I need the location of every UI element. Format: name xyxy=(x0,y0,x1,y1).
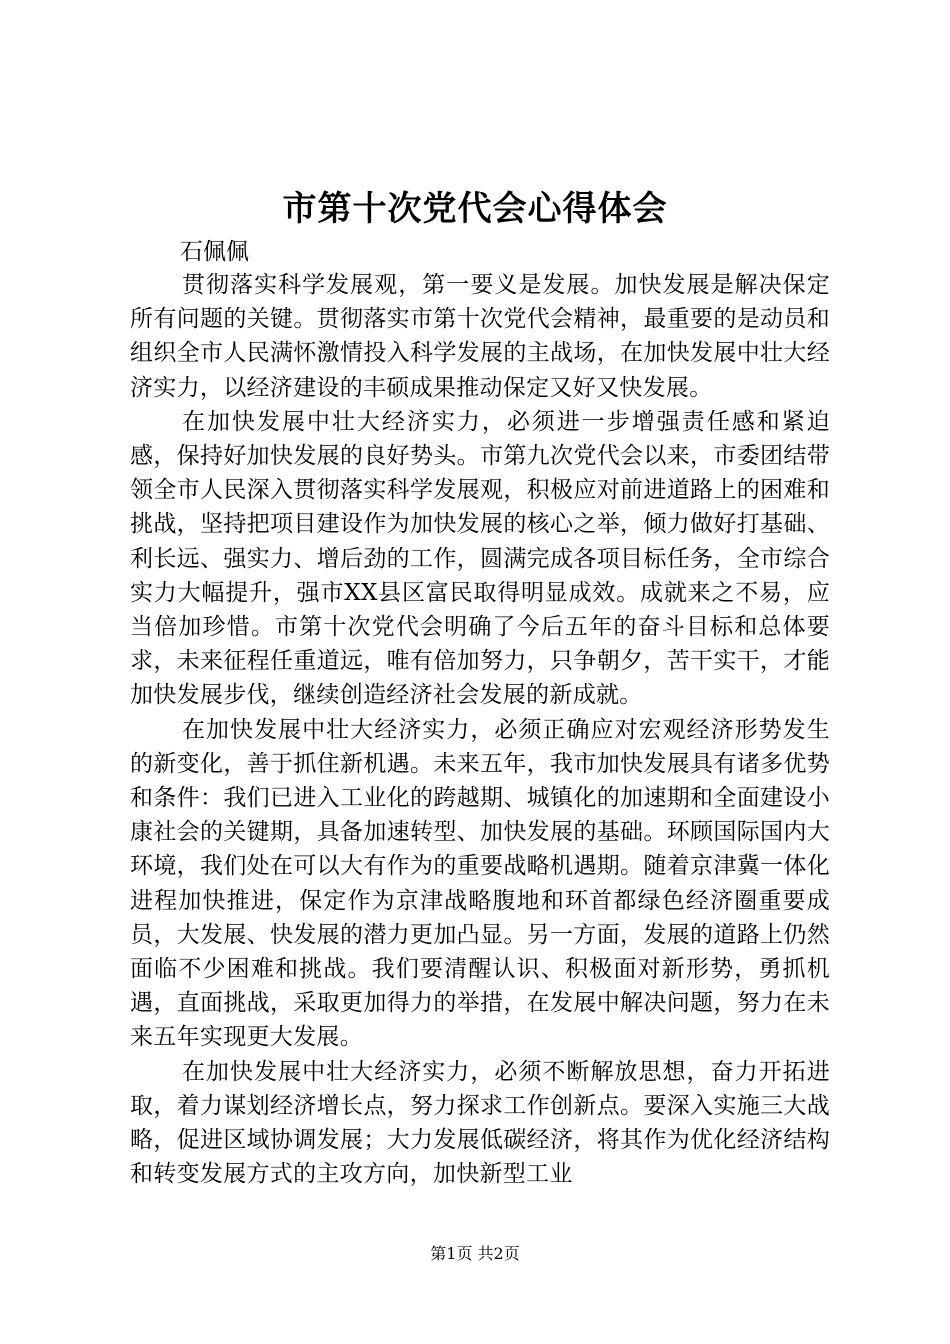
body-paragraph: 在加快发展中壮大经济实力，必须不断解放思想，奋力开拓进取，着力谋划经济增长点，努力探求工作创新点。要深入实施三大战略，促进区域协调发展；大力发展低碳经济，将其作为优化经济结构和转变发展方式的主攻方向，加快新型工业 xyxy=(130,1058,830,1188)
document-title: 市第十次党代会心得体会 xyxy=(282,189,668,229)
body-paragraph: 贯彻落实科学发展观，第一要义是发展。加快发展是解决保定所有问题的关键。贯彻落实市第十次党代会精神，最重要的是动员和组织全市人民满怀激情投入科学发展的主战场，在加快发展中壮大经济实力，以经济建设的丰硕成果推动保定又好又快发展。 xyxy=(130,272,830,401)
page-total: 共2页 xyxy=(477,1244,520,1263)
author-name: 石佩佩 xyxy=(180,239,249,265)
page-number: 第1页 xyxy=(430,1244,473,1263)
body-paragraph: 在加快发展中壮大经济实力，必须正确应对宏观经济形势发生的新变化，善于抓住新机遇。未来五年，我市加快发展具有诸多优势和条件：我们已进入工业化的跨越期、城镇化的加速期和全面建设小康社会的关键期，具备加速转型、加快发展的基础。环顾国际国内大环境，我们处在可以大有作为的重要战略机遇期。随着京津冀一体化进程加快推进，保定作为京津战略腹地和环首都绿色经济圈重要成员，大发展、快发展的潜力更加凸显。另一方面，发展的道路上仍然面临不少困难和挑战。我们要清醒认识、积极面对新形势，勇抓机遇，直面挑战，采取更加得力的举措，在发展中解决问题，努力在未来五年实现更大发展。 xyxy=(130,716,830,1051)
body-paragraph: 在加快发展中壮大经济实力，必须进一步增强责任感和紧迫感，保持好加快发展的良好势头。市第九次党代会以来，市委团结带领全市人民深入贯彻落实科学发展观，积极应对前进道路上的困难和挑战，坚持把项目建设作为加快发展的核心之举，倾力做好打基础、利长远、强实力、增后劲的工作，圆满完成各项目标任务，全市综合实力大幅提升，强市XX县区富民取得明显成效。成就来之不易，应当倍加珍惜。市第十次党代会明确了今后五年的奋斗目标和总体要求，未来征程任重道远，唯有倍加努力，只争朝夕，苦干实干，才能加快发展步伐，继续创造经济社会发展的新成就。 xyxy=(130,408,830,709)
page-footer xyxy=(0,1243,950,1265)
document-body xyxy=(130,268,830,1191)
